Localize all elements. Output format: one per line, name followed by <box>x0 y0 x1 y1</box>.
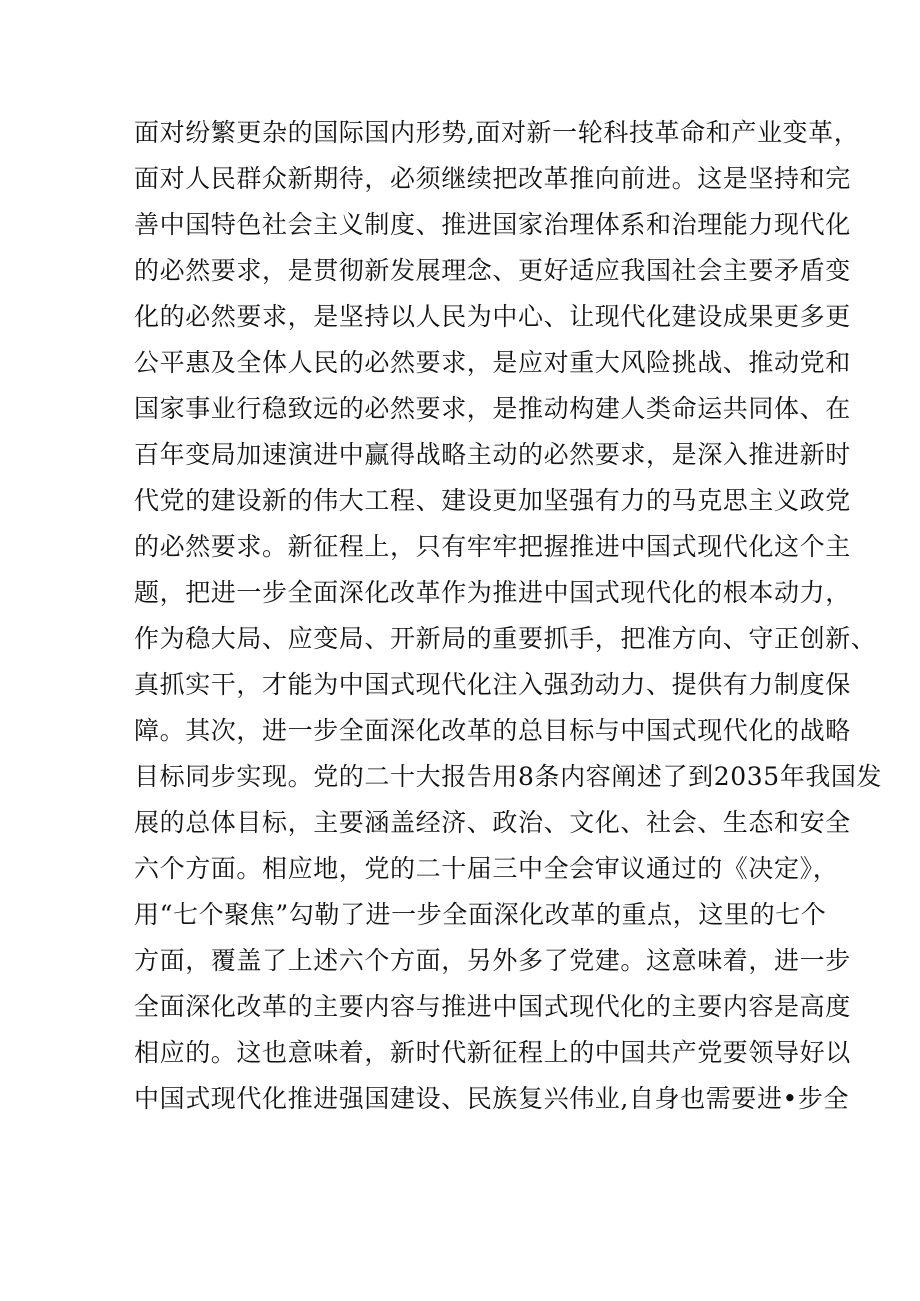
text-line: 相应的。这也意味着，新时代新征程上的中国共产党要领导好以 <box>134 1038 851 1067</box>
text-line: 作为稳大局、应变局、开新局的重要抓手，把准方向、守正创新、 <box>134 624 877 653</box>
text-line: 六个方面。相应地，党的二十届三中全会审议通过的《决定》， <box>134 854 839 883</box>
text-line: 国家事业行稳致远的必然要求，是推动构建人类命运共同体、在 <box>134 394 851 423</box>
body-paragraph <box>134 110 883 1122</box>
text-line: 善中国特色社会主义制度、推进国家治理体系和治理能力现代化 <box>134 210 851 239</box>
text-line: 全面深化改革的主要内容与推进中国式现代化的主要内容是高度 <box>134 992 851 1021</box>
text-line: 公平惠及全体人民的必然要求，是应对重大风险挑战、推动党和 <box>134 348 851 377</box>
text-line: 化的必然要求，是坚持以人民为中心、让现代化建设成果更多更 <box>134 302 851 331</box>
text-line: 的必然要求。新征程上，只有牢牢把握推进中国式现代化这个主 <box>134 532 851 561</box>
text-line: 面对人民群众新期待，必须继续把改革推向前进。这是坚持和完 <box>134 164 851 193</box>
text-line: 中国式现代化推进强国建设、民族复兴伟业,自身也需要进•步全 <box>134 1084 850 1113</box>
text-line: 的必然要求，是贯彻新发展理念、更好适应我国社会主要矛盾变 <box>134 256 851 285</box>
text-line: 题，把进一步全面深化改革作为推进中国式现代化的根本动力， <box>134 578 851 607</box>
text-line: 真抓实干，才能为中国式现代化注入强劲动力、提供有力制度保 <box>134 670 851 699</box>
text-line: 方面，覆盖了上述六个方面，另外多了党建。这意味着，进一步 <box>134 946 851 975</box>
text-line: 障。其次，进一步全面深化改革的总目标与中国式现代化的战略 <box>134 716 851 745</box>
text-line: 展的总体目标，主要涵盖经济、政治、文化、社会、生态和安全 <box>134 808 851 837</box>
text-line: 目标同步实现。党的二十大报告用8条内容阐述了到2035年我国发 <box>134 762 883 791</box>
text-line: 代党的建设新的伟大工程、建设更加坚强有力的马克思主义政党 <box>134 486 851 515</box>
text-line: 面对纷繁更杂的国际国内形势,面对新一轮科技革命和产业变革， <box>134 118 860 147</box>
text-line: 用“七个聚焦”勾勒了进一步全面深化改革的重点，这里的七个 <box>134 900 827 929</box>
text-line: 百年变局加速演进中赢得战略主动的必然要求，是深入推进新时 <box>134 440 851 469</box>
